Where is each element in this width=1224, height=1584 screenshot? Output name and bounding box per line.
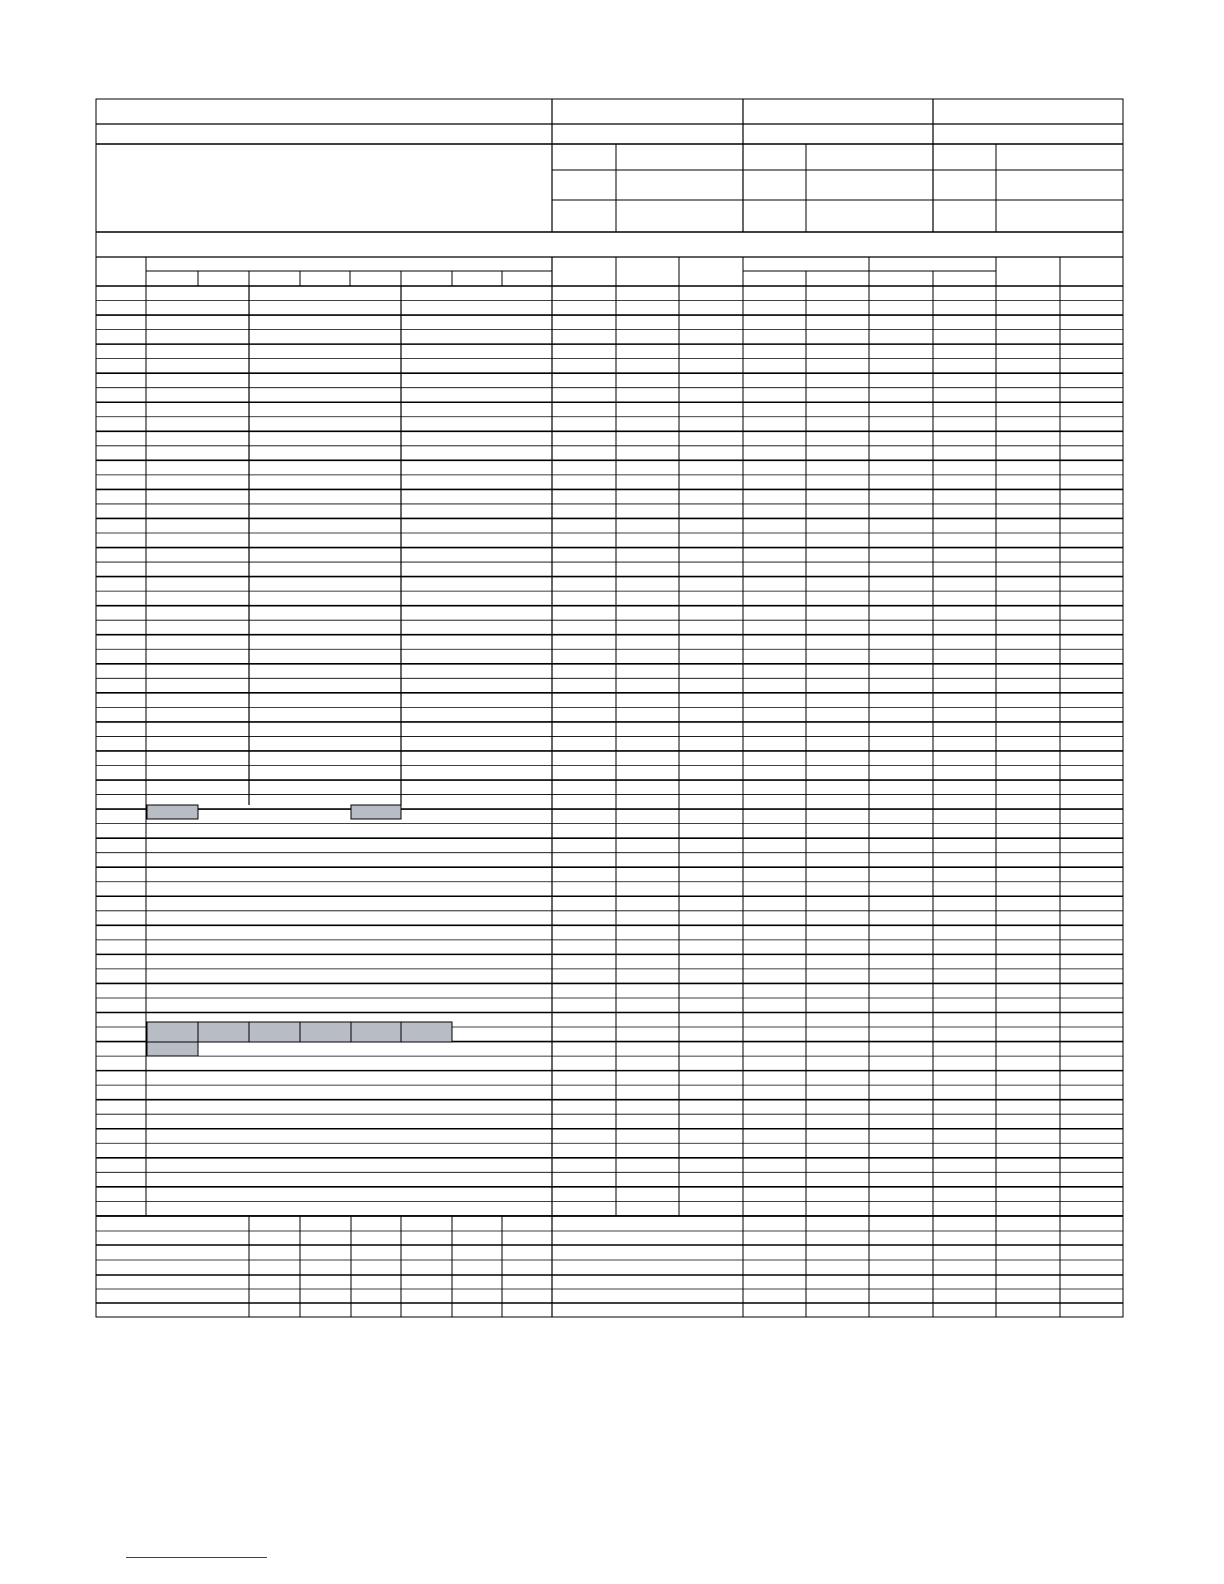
shaded-row-cell-0 <box>147 1022 198 1042</box>
shaded-cell-3 <box>147 1042 198 1056</box>
footer-link-underline[interactable] <box>126 1557 267 1558</box>
shaded-row-cell-2 <box>249 1022 300 1042</box>
form-outer-border <box>96 99 1123 1317</box>
shaded-row-cell-3 <box>300 1022 351 1042</box>
shaded-row-cell-1 <box>198 1022 249 1042</box>
shaded-row-cell-4 <box>351 1022 401 1042</box>
shaded-cell-1 <box>147 805 198 819</box>
shaded-row-cell-5 <box>401 1022 452 1042</box>
shaded-cell-2 <box>351 805 401 819</box>
